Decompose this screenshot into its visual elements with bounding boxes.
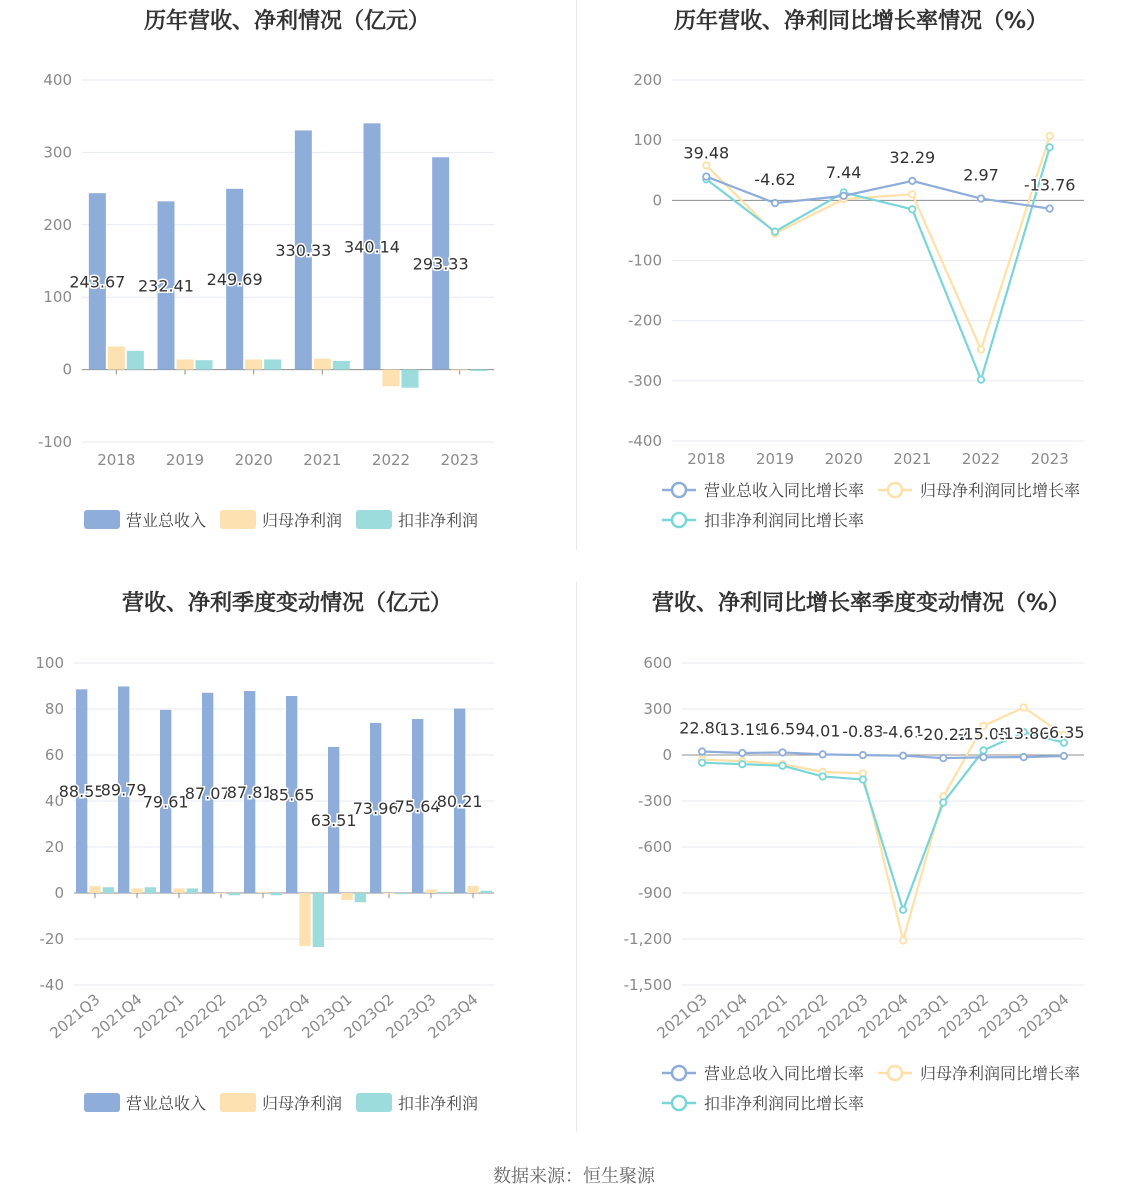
bar-parent-profit xyxy=(451,370,468,371)
x-tick-label: 2022Q3 xyxy=(214,990,272,1043)
annual-revenue-profit-chart xyxy=(0,0,574,580)
x-tick-label: 2022Q1 xyxy=(733,990,792,1043)
bar-value-label: 87.81 xyxy=(226,783,273,803)
y-tick-label: -400 xyxy=(627,432,662,450)
x-tick-label: 2022Q4 xyxy=(256,990,314,1043)
legend-swatch xyxy=(220,510,256,529)
bar-value-label: 293.33 xyxy=(412,254,469,274)
bar-value-label: 73.96 xyxy=(352,798,399,818)
y-tick-label: 0 xyxy=(662,746,672,764)
point-value-label: 2.97 xyxy=(963,165,999,185)
legend-label: 营业总收入 xyxy=(126,1094,207,1113)
data-point xyxy=(978,346,984,352)
legend-label: 归母净利润 xyxy=(262,1094,343,1113)
data-point xyxy=(980,754,986,760)
x-tick-label: 2019 xyxy=(755,450,795,468)
x-tick-label: 2023Q1 xyxy=(894,990,952,1043)
x-tick-label: 2022 xyxy=(371,451,411,469)
data-point xyxy=(900,907,906,913)
bar-parent-profit xyxy=(341,893,352,900)
bar-deducted-profit xyxy=(264,359,281,369)
bar-deducted-profit xyxy=(439,892,450,893)
bar-value-label: 80.21 xyxy=(436,791,483,811)
bar-value-label: 63.51 xyxy=(310,810,357,830)
bar-value-label: 340.14 xyxy=(344,237,400,257)
bar-parent-profit xyxy=(89,886,100,893)
data-point xyxy=(1021,704,1027,710)
bar-deducted-profit xyxy=(481,891,492,893)
x-tick-label: 2023 xyxy=(440,451,479,469)
bar-value-label: 89.79 xyxy=(100,780,147,800)
data-point xyxy=(699,759,705,765)
legend-label: 营业总收入 xyxy=(126,511,207,530)
x-tick-label: 2021Q4 xyxy=(88,990,146,1043)
data-point xyxy=(900,937,906,943)
legend-marker xyxy=(672,483,686,497)
bar-value-label: 75.64 xyxy=(394,797,441,817)
point-value-label: -0.83 xyxy=(842,722,884,742)
x-tick-label: 2023Q3 xyxy=(382,990,440,1043)
y-tick-label: -40 xyxy=(39,976,64,994)
point-value-label: 13.19 xyxy=(719,719,766,739)
bar-parent-profit xyxy=(383,370,400,387)
point-value-label: 4.01 xyxy=(804,721,841,741)
data-point xyxy=(739,761,745,767)
data-point xyxy=(840,193,846,199)
point-value-label: -13.86 xyxy=(997,724,1050,744)
legend-label: 营业总收入同比增长率 xyxy=(704,1064,865,1083)
point-value-label: -15.05 xyxy=(957,724,1010,744)
bar-deducted-profit xyxy=(470,370,487,371)
legend-marker xyxy=(672,513,686,527)
data-point xyxy=(772,200,778,206)
bar-parent-profit xyxy=(215,893,226,894)
x-tick-label: 2021 xyxy=(893,450,932,468)
bar-deducted-profit xyxy=(397,893,408,894)
quarterly-growth-rate-panel xyxy=(574,580,1148,1160)
x-tick-label: 2023Q2 xyxy=(934,990,993,1043)
y-tick-label: 40 xyxy=(44,792,64,810)
x-tick-label: 2022Q3 xyxy=(814,990,872,1043)
legend-label: 营业总收入同比增长率 xyxy=(704,481,865,500)
data-point xyxy=(909,206,915,212)
point-value-label: 16.59 xyxy=(759,719,806,739)
data-point xyxy=(980,747,986,753)
y-tick-label: 300 xyxy=(43,143,72,162)
bar-value-label: 87.07 xyxy=(184,783,231,803)
bar-deducted-profit xyxy=(127,351,144,370)
data-point xyxy=(909,178,915,184)
data-point xyxy=(779,749,785,755)
point-value-label: -20.22 xyxy=(917,725,970,745)
legend-label: 扣非净利润同比增长率 xyxy=(704,511,865,530)
quarterly-revenue-profit-chart xyxy=(0,580,574,1160)
annual-growth-rate-chart xyxy=(574,0,1148,580)
data-point xyxy=(940,799,946,805)
data-point xyxy=(978,376,984,382)
bar-value-label: 88.55 xyxy=(58,782,105,802)
x-tick-label: 2023Q3 xyxy=(975,990,1033,1043)
x-tick-label: 2022Q4 xyxy=(854,990,912,1043)
chart-title: 历年营收、净利同比增长率情况（%） xyxy=(673,9,1049,34)
bar-deducted-profit xyxy=(271,893,282,895)
legend-label: 扣非净利润 xyxy=(398,1094,479,1113)
legend-label: 扣非净利润 xyxy=(398,511,479,530)
bar-deducted-profit xyxy=(333,361,350,370)
bar-deducted-profit xyxy=(187,888,198,893)
data-point xyxy=(909,191,915,197)
y-tick-label: -300 xyxy=(637,792,672,810)
data-point xyxy=(1046,205,1052,211)
y-tick-label: 0 xyxy=(652,191,662,210)
y-tick-label: 60 xyxy=(44,746,64,764)
bar-deducted-profit xyxy=(313,893,324,947)
data-point xyxy=(1046,133,1052,139)
y-tick-label: 20 xyxy=(44,838,64,856)
data-point xyxy=(900,753,906,759)
y-tick-label: -600 xyxy=(637,838,672,856)
legend-swatch xyxy=(220,1093,256,1112)
data-point xyxy=(703,162,709,168)
x-tick-label: 2022 xyxy=(961,450,1001,468)
data-point xyxy=(1061,753,1067,759)
quarterly-growth-rate-chart xyxy=(574,580,1148,1160)
bar-parent-profit xyxy=(425,890,436,893)
y-tick-label: 100 xyxy=(43,288,72,307)
legend-swatch xyxy=(356,510,392,529)
data-point xyxy=(703,173,709,179)
bar-parent-profit xyxy=(467,886,478,893)
y-tick-label: -20 xyxy=(39,930,64,948)
data-point xyxy=(860,752,866,758)
chart-title: 营收、净利同比增长率季度变动情况（%） xyxy=(651,591,1071,616)
point-value-label: -13.76 xyxy=(1023,175,1076,195)
y-tick-label: -300 xyxy=(627,371,662,390)
x-tick-label: 2021Q3 xyxy=(46,990,104,1043)
x-tick-label: 2021Q4 xyxy=(693,990,751,1043)
bar-parent-profit xyxy=(245,359,262,369)
x-tick-label: 2023 xyxy=(1030,450,1069,468)
bar-deducted-profit xyxy=(103,887,114,893)
chart-title: 营收、净利季度变动情况（亿元） xyxy=(121,591,452,616)
data-point xyxy=(779,763,785,769)
y-tick-label: -100 xyxy=(627,251,662,270)
bar-deducted-profit xyxy=(145,887,156,893)
legend-marker xyxy=(672,1066,686,1080)
bar-parent-profit xyxy=(383,893,394,894)
bar-parent-profit xyxy=(177,359,194,369)
bar-deducted-profit xyxy=(229,893,240,895)
x-tick-label: 2019 xyxy=(165,451,205,469)
bar-parent-profit xyxy=(257,892,268,893)
x-tick-label: 2023Q4 xyxy=(424,990,482,1043)
y-tick-label: 200 xyxy=(43,215,72,234)
bar-parent-profit xyxy=(108,346,125,369)
legend-label: 归母净利润同比增长率 xyxy=(920,481,1081,500)
bar-value-label: 85.65 xyxy=(268,785,315,805)
data-point xyxy=(772,228,778,234)
legend-label: 扣非净利润同比增长率 xyxy=(704,1094,865,1113)
y-tick-label: -200 xyxy=(627,311,662,330)
annual-revenue-profit-panel xyxy=(0,0,574,580)
y-tick-label: -1,500 xyxy=(623,976,672,994)
data-point xyxy=(820,751,826,757)
y-tick-label: -900 xyxy=(637,884,672,902)
bar-deducted-profit xyxy=(402,370,419,388)
series-line-deducted-profit-growth xyxy=(702,732,1064,910)
data-source-note: 数据来源：恒生聚源 xyxy=(493,1166,655,1187)
point-value-label: 32.29 xyxy=(889,147,936,167)
x-tick-label: 2018 xyxy=(687,450,726,468)
x-tick-label: 2022Q2 xyxy=(172,990,230,1043)
bar-value-label: 243.67 xyxy=(69,272,126,292)
annual-growth-rate-panel xyxy=(574,0,1148,580)
point-value-label: 22.80 xyxy=(679,718,726,738)
bar-parent-profit xyxy=(131,888,142,893)
y-tick-label: 200 xyxy=(633,71,662,89)
data-point xyxy=(699,748,705,754)
x-tick-label: 2021 xyxy=(303,451,342,469)
y-tick-label: 80 xyxy=(44,700,64,718)
data-point xyxy=(940,755,946,761)
point-value-label: -4.61 xyxy=(882,722,924,742)
x-tick-label: 2020 xyxy=(234,451,273,469)
bar-value-label: 249.69 xyxy=(206,270,263,290)
point-value-label: -4.62 xyxy=(754,170,796,190)
bar-parent-profit xyxy=(299,893,310,946)
x-tick-label: 2023Q2 xyxy=(340,990,398,1043)
legend-label: 归母净利润 xyxy=(262,511,343,530)
chart-title: 历年营收、净利情况（亿元） xyxy=(143,9,430,34)
data-point xyxy=(1021,754,1027,760)
y-tick-label: 100 xyxy=(35,654,64,672)
y-tick-label: -1,200 xyxy=(623,930,672,948)
data-point xyxy=(860,776,866,782)
data-point xyxy=(820,773,826,779)
point-value-label: -6.35 xyxy=(1043,722,1085,742)
data-point xyxy=(978,195,984,201)
data-point xyxy=(1046,144,1052,150)
bar-deducted-profit xyxy=(196,360,213,369)
y-tick-label: 100 xyxy=(633,131,662,150)
legend-swatch xyxy=(84,510,120,529)
x-tick-label: 2020 xyxy=(824,450,863,468)
bar-value-label: 232.41 xyxy=(138,276,194,296)
quarterly-revenue-profit-panel xyxy=(0,580,574,1160)
x-tick-label: 2022Q1 xyxy=(130,990,188,1043)
y-tick-label: 0 xyxy=(62,360,72,379)
x-tick-label: 2022Q2 xyxy=(774,990,832,1043)
x-tick-label: 2021Q3 xyxy=(653,990,711,1043)
x-tick-label: 2018 xyxy=(97,451,136,469)
x-tick-label: 2023Q1 xyxy=(298,990,356,1043)
data-point xyxy=(739,750,745,756)
point-value-label: 39.48 xyxy=(683,143,730,163)
y-tick-label: 600 xyxy=(643,654,672,672)
legend-label: 归母净利润同比增长率 xyxy=(920,1064,1081,1083)
point-value-label: 7.44 xyxy=(825,162,862,182)
y-tick-label: -100 xyxy=(37,433,72,451)
bar-deducted-profit xyxy=(355,893,366,902)
legend-marker xyxy=(888,483,902,497)
bar-parent-profit xyxy=(173,888,184,893)
bar-value-label: 330.33 xyxy=(275,241,332,261)
legend-swatch xyxy=(84,1093,120,1112)
y-tick-label: 300 xyxy=(643,700,672,718)
y-tick-label: 400 xyxy=(43,71,72,89)
x-tick-label: 2023Q4 xyxy=(1015,990,1073,1043)
bar-value-label: 79.61 xyxy=(142,792,189,812)
bar-parent-profit xyxy=(314,359,331,370)
legend-swatch xyxy=(356,1093,392,1112)
legend-marker xyxy=(888,1066,902,1080)
legend-marker xyxy=(672,1096,686,1110)
y-tick-label: 0 xyxy=(54,884,64,902)
